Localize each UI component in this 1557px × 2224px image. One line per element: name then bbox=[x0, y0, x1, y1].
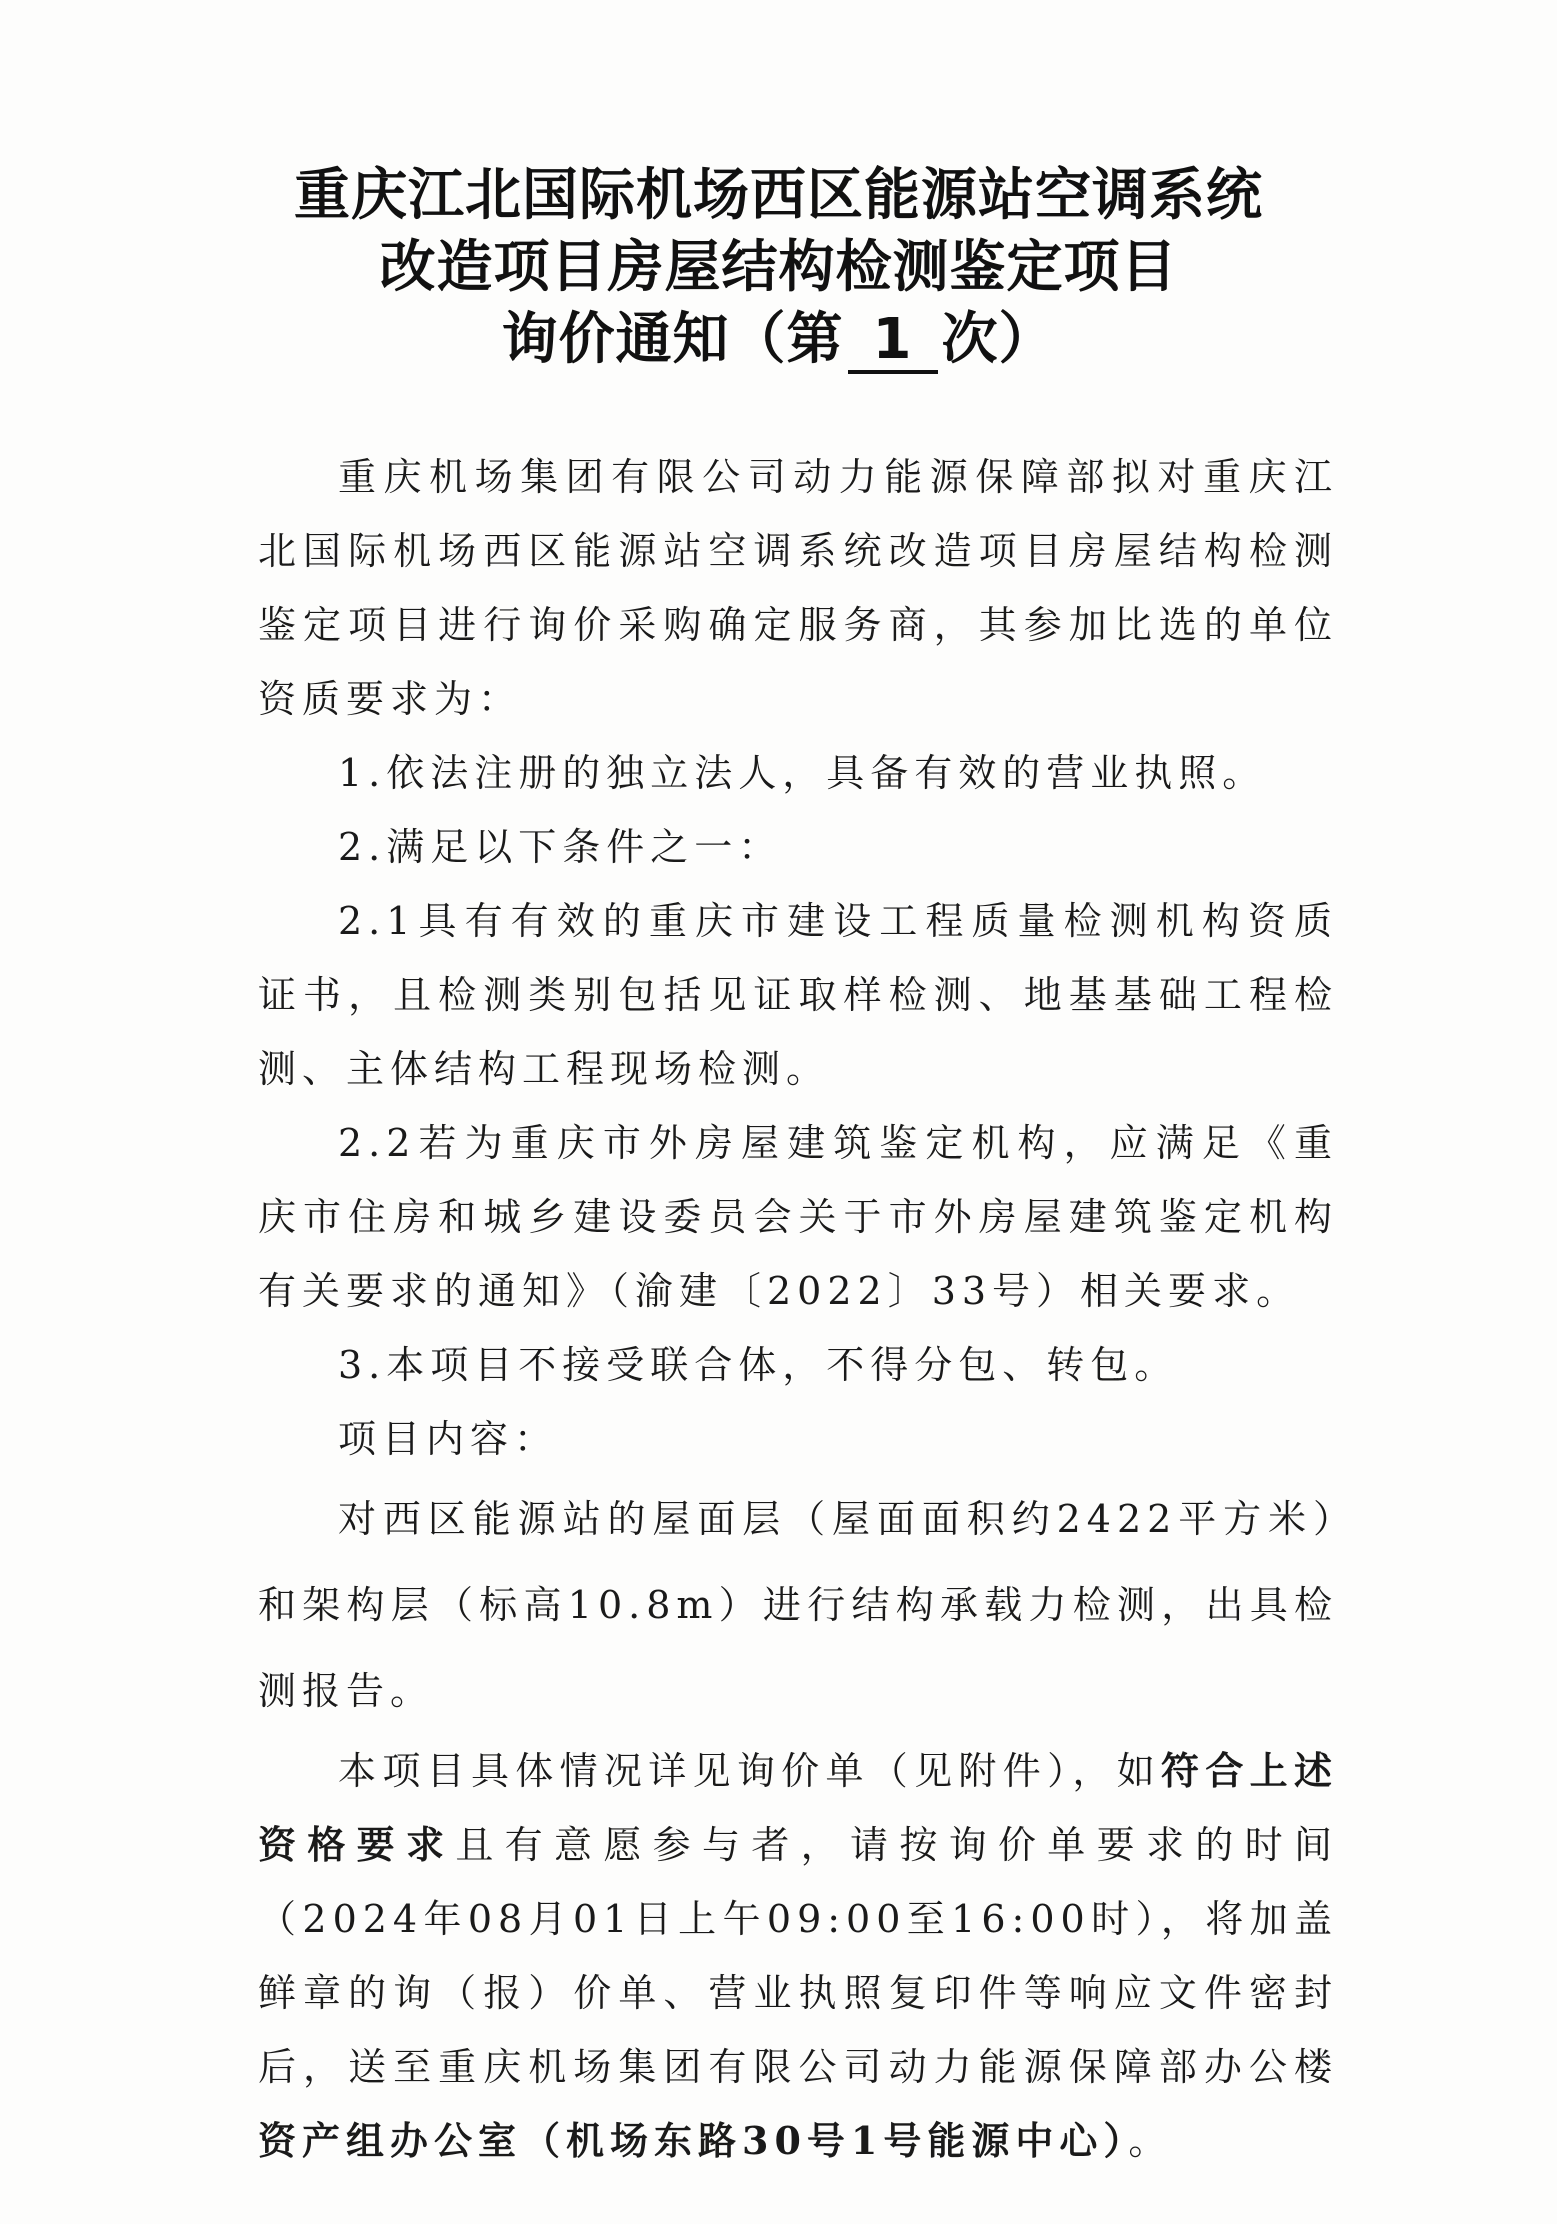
intro-paragraph: 重庆机场集团有限公司动力能源保障部拟对重庆江北国际机场西区能源站空调系统改造项目房屋结构检测鉴定项目进行询价采购确定服务商，其参加比选的单位资质要求为： bbox=[258, 455, 1338, 721]
closing-paragraph bbox=[258, 1734, 1338, 2178]
closing-part-2: 且有意愿参与者，请按询价单要求的时间（2024年08月01日上午09:00至16:00时），将加盖鲜章的询（报）价单、营业执照复印件等响应文件密封后，送至重庆机场集团有限公司动力能源保障部办公楼 bbox=[258, 1823, 1338, 2089]
document-body bbox=[258, 440, 1338, 2178]
closing-bold-location: 资产组办公室（机场东路30号1号能源中心） bbox=[258, 2118, 1129, 2163]
requirement-2-1: 2.1具有有效的重庆市建设工程质量检测机构资质证书，且检测类别包括见证取样检测、地基基础工程检测、主体结构工程现场检测。 bbox=[258, 899, 1338, 1091]
title-line-3-prefix: 询价通知（第 bbox=[501, 307, 844, 372]
inquiry-round-number: 1 bbox=[848, 310, 938, 374]
requirement-3: 3.本项目不接受联合体，不得分包、转包。 bbox=[338, 1343, 1179, 1387]
content-heading: 项目内容： bbox=[338, 1417, 559, 1461]
title-line-3-suffix: 次） bbox=[941, 307, 1056, 372]
document-title bbox=[0, 160, 1557, 376]
requirement-2-2: 2.2若为重庆市外房屋建筑鉴定机构，应满足《重庆市住房和城乡建设委员会关于市外房屋建筑鉴定机构有关要求的通知》（渝建〔2022〕33号）相关要求。 bbox=[258, 1121, 1338, 1313]
content-text: 对西区能源站的屋面层（屋面面积约2422平方米）和架构层（标高10.8m）进行结构承载力检测，出具检测报告。 bbox=[258, 1497, 1338, 1713]
closing-bold-qualification: 符合上述资格要求 bbox=[258, 1748, 1338, 1867]
title-line-3 bbox=[0, 304, 1557, 376]
requirement-2: 2.满足以下条件之一： bbox=[338, 825, 783, 869]
closing-part-3: 。 bbox=[1128, 2119, 1173, 2163]
title-line-2: 改造项目房屋结构检测鉴定项目 bbox=[379, 235, 1178, 300]
title-line-1: 重庆江北国际机场西区能源站空调系统 bbox=[294, 163, 1263, 228]
closing-part-1: 本项目具体情况详见询价单（见附件），如 bbox=[338, 1749, 1162, 1793]
requirement-1: 1.依法注册的独立法人，具备有效的营业执照。 bbox=[338, 751, 1267, 795]
